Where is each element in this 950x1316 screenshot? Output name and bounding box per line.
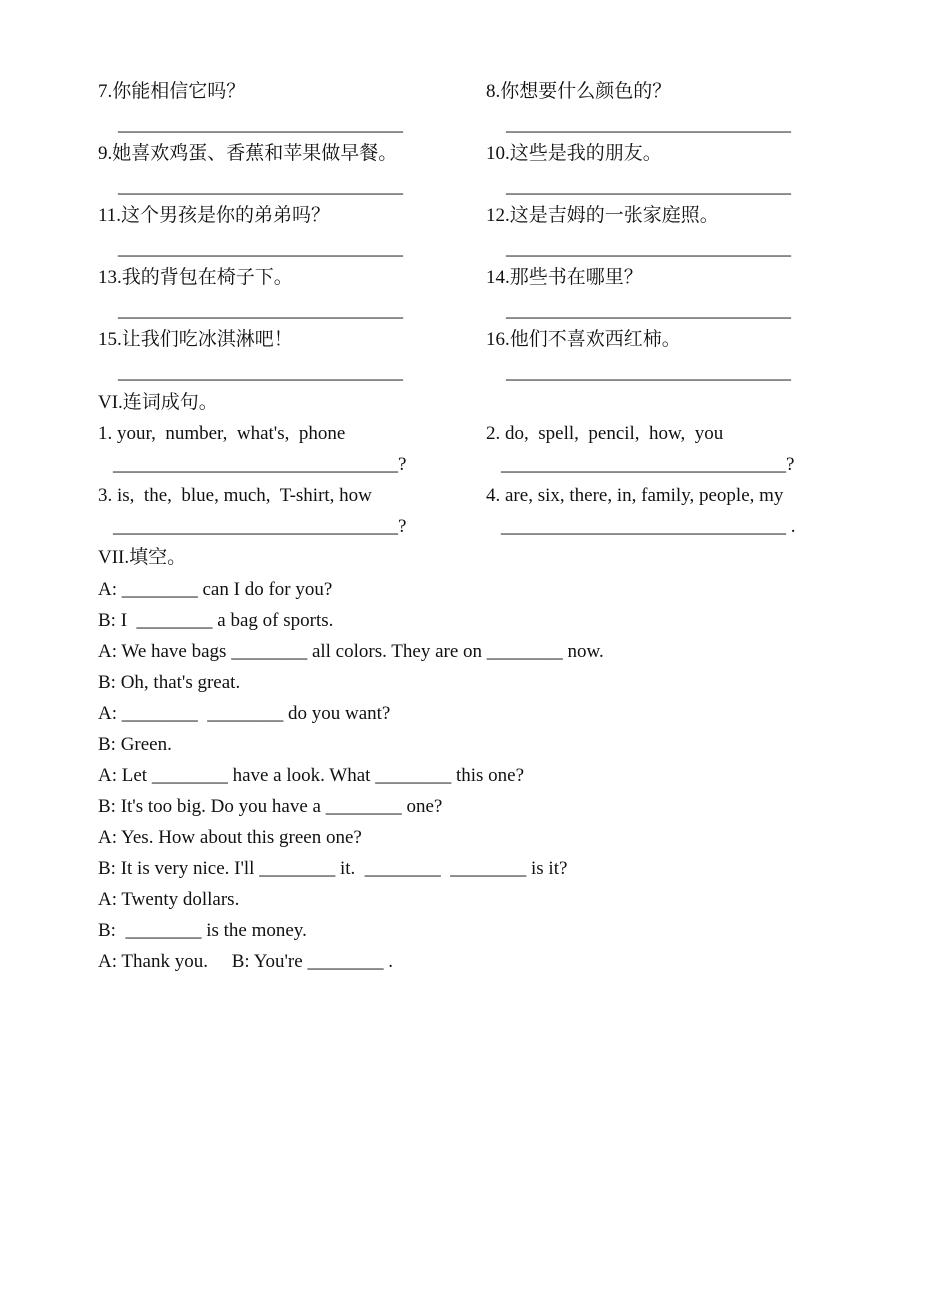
dialogue-line[interactable]: A: Let ________ have a look. What ________ this one? [98, 765, 525, 786]
question-7: 7.你能相信它吗？ [98, 81, 246, 102]
answer-line-14[interactable]: ______________________________ [506, 300, 791, 321]
answer-line-16[interactable]: ______________________________ [506, 362, 791, 383]
dialogue-line: A: Yes. How about this green one? [98, 827, 362, 848]
question-11: 11.这个男孩是你的弟弟吗？ [98, 205, 331, 226]
reorder-answer-3[interactable]: ______________________________? [113, 516, 407, 537]
answer-line-15[interactable]: ______________________________ [118, 362, 403, 383]
reorder-answer-1[interactable]: ______________________________? [113, 454, 407, 475]
question-15: 15.让我们吃冰淇淋吧！ [98, 329, 293, 350]
answer-line-13[interactable]: ______________________________ [118, 300, 403, 321]
dialogue-line[interactable]: A: ________ ________ do you want? [98, 703, 391, 724]
answer-line-11[interactable]: ______________________________ [118, 238, 403, 259]
question-8: 8.你想要什么颜色的？ [486, 81, 672, 102]
answer-line-8[interactable]: ______________________________ [506, 114, 791, 135]
question-9: 9.她喜欢鸡蛋、香蕉和苹果做早餐。 [98, 143, 398, 164]
reorder-question-3: 3. is, the, blue, much, T-shirt, how [98, 485, 372, 506]
question-16: 16.他们不喜欢西红柿。 [486, 329, 681, 350]
question-12: 12.这是吉姆的一张家庭照。 [486, 205, 719, 226]
dialogue-line[interactable]: B: I ________ a bag of sports. [98, 610, 334, 631]
answer-line-9[interactable]: ______________________________ [118, 176, 403, 197]
reorder-question-4: 4. are, six, there, in, family, people, my [486, 485, 784, 506]
question-14: 14.那些书在哪里？ [486, 267, 643, 288]
answer-line-10[interactable]: ______________________________ [506, 176, 791, 197]
dialogue-line[interactable]: B: It is very nice. I'll ________ it. ________ ________ is it? [98, 858, 568, 879]
section-vii-heading: VII.填空。 [98, 547, 187, 568]
question-10: 10.这些是我的朋友。 [486, 143, 662, 164]
dialogue-line[interactable]: B: ________ is the money. [98, 920, 307, 941]
dialogue-line[interactable]: A: ________ can I do for you? [98, 579, 333, 600]
reorder-question-1: 1. your, number, what's, phone [98, 423, 346, 444]
answer-line-12[interactable]: ______________________________ [506, 238, 791, 259]
reorder-question-2: 2. do, spell, pencil, how, you [486, 423, 724, 444]
reorder-answer-4[interactable]: ______________________________ . [501, 516, 796, 537]
section-vi-heading: VI.连词成句。 [98, 392, 218, 413]
dialogue-line[interactable]: B: It's too big. Do you have a ________ one? [98, 796, 443, 817]
dialogue-line: B: Oh, that's great. [98, 672, 241, 693]
dialogue-line[interactable]: A: We have bags ________ all colors. They are on ________ now. [98, 641, 604, 662]
dialogue-line[interactable]: A: Thank you. B: You're ________ . [98, 951, 393, 972]
reorder-answer-2[interactable]: ______________________________? [501, 454, 795, 475]
answer-line-7[interactable]: ______________________________ [118, 114, 403, 135]
dialogue-line: B: Green. [98, 734, 172, 755]
question-13: 13.我的背包在椅子下。 [98, 267, 293, 288]
dialogue-line: A: Twenty dollars. [98, 889, 240, 910]
